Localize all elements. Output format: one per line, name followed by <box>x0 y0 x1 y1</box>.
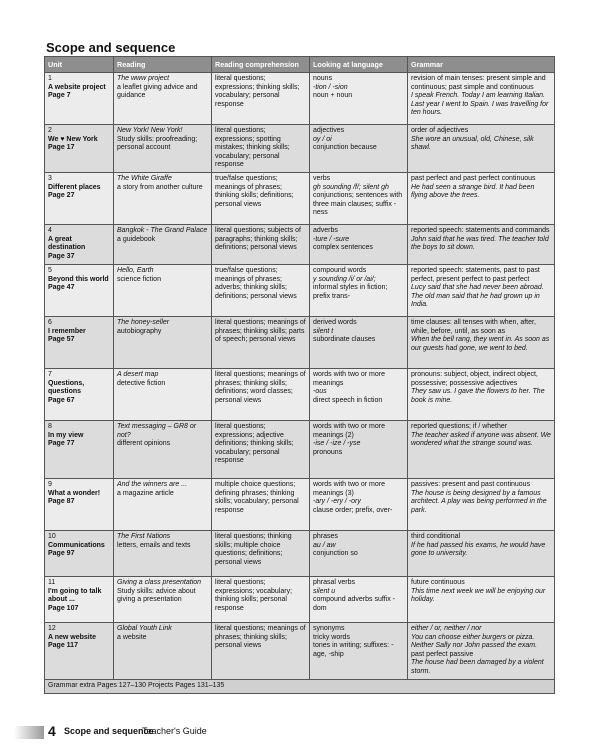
language-cell-text: -tion / -sion <box>313 83 348 91</box>
language-cell <box>310 478 408 530</box>
reading-cell <box>114 368 212 420</box>
unit-cell <box>45 172 114 224</box>
grammar-cell-text: The house had been damaged by a violent storm. <box>411 659 544 675</box>
table-row <box>45 478 555 530</box>
reading-cell-text: The First Nations <box>117 532 171 540</box>
unit-name: What a wonder! <box>48 489 101 497</box>
reading-cell <box>114 264 212 316</box>
unit-page: Page 47 <box>48 284 75 292</box>
reading-cell-text: Study skills: advice about giving a presentation <box>117 587 196 604</box>
language-cell-text: -ture / -sure <box>313 235 350 243</box>
reading-cell-text: Hello, Earth <box>117 266 154 274</box>
unit-number: 7 <box>48 370 52 378</box>
grammar-cell-text: The teacher asked if anyone was absent. We wondered what the strange sound was. <box>411 431 551 448</box>
unit-name: Different places <box>48 183 101 191</box>
grammar-cell <box>408 420 555 478</box>
page-title: Scope and sequence <box>46 40 176 55</box>
table-footer-text: Grammar extra Pages 127–130 Projects Pages 131–135 <box>45 679 555 693</box>
header-language: Looking at language <box>310 57 408 73</box>
unit-cell <box>45 576 114 622</box>
header-grammar: Grammar <box>408 57 555 73</box>
unit-number: 5 <box>48 266 52 274</box>
language-cell-text: phrases <box>313 532 338 540</box>
language-cell <box>310 530 408 576</box>
unit-cell <box>45 622 114 679</box>
reading-cell-text: different opinions <box>117 440 171 448</box>
unit-page: Page 67 <box>48 396 75 404</box>
table-row <box>45 530 555 576</box>
grammar-cell-text: reported questions; if / whether <box>411 422 508 430</box>
table-row <box>45 125 555 173</box>
reading-cell-text: The www project <box>117 75 170 82</box>
grammar-cell <box>408 172 555 224</box>
comprehension-cell <box>212 622 310 679</box>
language-cell <box>310 172 408 224</box>
unit-cell <box>45 125 114 173</box>
footer-guide: Teacher's Guide <box>142 726 207 736</box>
unit-number: 1 <box>48 75 52 82</box>
language-cell-text: compound words <box>313 266 367 274</box>
footer-section: Scope and sequence <box>64 726 154 736</box>
unit-page: Page 97 <box>48 550 75 558</box>
language-cell-text: words with two or more meanings (3) <box>313 480 385 497</box>
table-row <box>45 264 555 316</box>
language-cell-text: subordinate clauses <box>313 336 376 344</box>
grammar-cell-text: She wore an unusual, old, Chinese, silk shawl. <box>411 135 534 152</box>
language-cell-text: tones in writing; suffixes: -age, -ship <box>313 642 394 658</box>
grammar-cell-text: The house is being designed by a famous architect. A play was being performed in the park. <box>411 489 547 514</box>
table-row <box>45 368 555 420</box>
comprehension-cell <box>212 576 310 622</box>
unit-name: A great destination <box>48 235 86 252</box>
language-cell <box>310 368 408 420</box>
grammar-cell-text: Lucy said that she had never been abroad. The old man said that he had grown up in India. <box>411 284 544 309</box>
grammar-cell-text: I speak French. Today I am learning Italian. Last year I went to Spain. I was travelling for ten hours. <box>411 92 549 117</box>
comprehension-text: literal questions; thinking skills; multiple choice questions; definitions; personal views <box>215 532 292 566</box>
reading-cell <box>114 478 212 530</box>
unit-name: A new website <box>48 633 96 641</box>
table-row <box>45 224 555 264</box>
comprehension-cell <box>212 530 310 576</box>
unit-name: A website project <box>48 83 106 91</box>
unit-number: 11 <box>48 578 56 586</box>
unit-page: Page 117 <box>48 642 78 650</box>
language-cell <box>310 73 408 125</box>
comprehension-cell <box>212 172 310 224</box>
grammar-cell-text: pronouns: subject, object, indirect object, possessive; possessive adjectives <box>411 370 538 387</box>
reading-cell-text: Text messaging – GR8 or not? <box>117 422 197 439</box>
grammar-cell <box>408 530 555 576</box>
comprehension-text: literal questions; meanings of phrases; thinking skills; definitions; word classes; personal views <box>215 370 306 404</box>
page-number: 4 <box>48 723 56 739</box>
language-cell-text: au / aw <box>313 541 336 549</box>
language-cell-text: synonyms <box>313 624 345 632</box>
language-cell-text: -ary / -ery / -ory <box>313 498 361 506</box>
reading-cell <box>114 622 212 679</box>
language-cell <box>310 264 408 316</box>
table-row <box>45 420 555 478</box>
grammar-cell <box>408 576 555 622</box>
header-unit: Unit <box>45 57 114 73</box>
language-cell-text: -ise / -ize / -yse <box>313 440 361 448</box>
reading-cell-text: Giving a class presentation <box>117 578 202 586</box>
unit-number: 3 <box>48 174 52 182</box>
unit-page: Page 27 <box>48 192 75 200</box>
unit-cell <box>45 368 114 420</box>
unit-page: Page 87 <box>48 498 75 506</box>
language-cell-text: silent t <box>313 327 334 335</box>
reading-cell <box>114 224 212 264</box>
language-cell-text: conjunction because <box>313 144 377 152</box>
reading-cell-text: a leaflet giving advice and guidance <box>117 83 198 100</box>
unit-name: Questions, questions <box>48 379 85 396</box>
header-reading: Reading <box>114 57 212 73</box>
grammar-cell <box>408 316 555 368</box>
grammar-cell-text: either / or, neither / nor <box>411 624 482 632</box>
reading-cell-text: A desert map <box>117 370 159 378</box>
reading-cell <box>114 576 212 622</box>
language-cell-text: adjectives <box>313 127 345 134</box>
language-cell-text: noun + noun <box>313 92 353 100</box>
unit-name: In my view <box>48 431 84 439</box>
comprehension-cell <box>212 73 310 125</box>
grammar-cell-text: order of adjectives <box>411 127 469 134</box>
language-cell-text: clause order; prefix, over- <box>313 506 393 514</box>
page-footer <box>0 722 600 742</box>
comprehension-cell <box>212 368 310 420</box>
table-row <box>45 576 555 622</box>
comprehension-text: true/false questions; meanings of phrases; thinking skills; definitions; personal views <box>215 174 294 208</box>
header-row <box>45 57 555 73</box>
reading-cell-text: New York! New York! <box>117 127 183 134</box>
reading-cell-text: Bangkok - The Grand Palace <box>117 226 208 234</box>
language-cell-text: pronouns <box>313 448 343 456</box>
comprehension-text: literal questions; meanings of phrases; thinking skills; parts of speech; personal views <box>215 318 306 344</box>
unit-name: I'm going to talk about ... <box>48 587 102 604</box>
unit-name: Communications <box>48 541 105 549</box>
language-cell <box>310 420 408 478</box>
language-cell <box>310 622 408 679</box>
comprehension-text: literal questions; expressions; thinking skills; vocabulary; personal response <box>215 75 300 108</box>
reading-cell-text: The honey-seller <box>117 318 170 326</box>
unit-page: Page 7 <box>48 92 71 100</box>
grammar-cell-text: This time next week we will be enjoying our holiday. <box>411 587 546 604</box>
unit-page: Page 77 <box>48 440 75 448</box>
table-row <box>45 622 555 679</box>
grammar-cell-text: reported speech: statements and commands <box>411 226 550 234</box>
grammar-cell <box>408 125 555 173</box>
reading-cell-text: autobiography <box>117 327 162 335</box>
reading-cell-text: letters, emails and texts <box>117 541 191 549</box>
grammar-cell-text: passives: present and past continuous <box>411 480 531 488</box>
grammar-cell-text: past perfect and past perfect continuous <box>411 174 536 182</box>
grammar-cell <box>408 224 555 264</box>
reading-cell-text: And the winners are ... <box>117 480 188 488</box>
language-cell-text: verbs <box>313 174 331 182</box>
unit-name: We ♥ New York <box>48 135 98 143</box>
grammar-cell <box>408 478 555 530</box>
comprehension-cell <box>212 420 310 478</box>
comprehension-cell <box>212 264 310 316</box>
unit-cell <box>45 530 114 576</box>
table-footer-row <box>45 679 555 693</box>
grammar-cell-text: If he had passed his exams, he would have gone to university. <box>411 541 546 558</box>
grammar-cell <box>408 264 555 316</box>
unit-number: 10 <box>48 532 56 540</box>
unit-page: Page 107 <box>48 604 79 612</box>
grammar-cell-text: third conditional <box>411 532 461 540</box>
grammar-cell-text: They saw us. I gave the flowers to her. The book is mine. <box>411 388 545 404</box>
reading-cell-text: a website <box>117 633 147 641</box>
language-cell <box>310 576 408 622</box>
unit-number: 8 <box>48 422 52 430</box>
reading-cell <box>114 73 212 125</box>
reading-cell <box>114 420 212 478</box>
language-cell-text: y sounding /i/ or /ai/; <box>313 275 376 283</box>
language-cell-text: oy / oi <box>313 135 332 143</box>
scope-table <box>44 56 555 694</box>
language-cell-text: -ous <box>313 388 327 396</box>
table-row <box>45 172 555 224</box>
unit-number: 6 <box>48 318 52 326</box>
comprehension-text: literal questions; expressions; adjective definitions; thinking skills; vocabulary; personal response <box>215 422 294 465</box>
grammar-cell-text: future continuous <box>411 578 465 586</box>
reading-cell-text: detective fiction <box>117 379 166 387</box>
comprehension-text: literal questions; expressions; vocabulary; thinking skills; personal response <box>215 578 293 612</box>
grammar-cell-text: When the bell rang, they went in. As soon as our guests had gone, we went to bed. <box>411 336 550 352</box>
unit-cell <box>45 73 114 125</box>
comprehension-text: literal questions; subjects of paragraphs; thinking skills; definitions; personal views <box>215 226 301 252</box>
table-row <box>45 316 555 368</box>
comprehension-cell <box>212 316 310 368</box>
language-cell <box>310 224 408 264</box>
unit-page: Page 37 <box>48 252 75 260</box>
reading-cell <box>114 172 212 224</box>
comprehension-cell <box>212 125 310 173</box>
unit-name: I remember <box>48 327 86 335</box>
language-cell-text: tricky words <box>313 633 350 641</box>
grammar-cell <box>408 622 555 679</box>
language-cell-text: silent u <box>313 587 336 595</box>
language-cell-text: phrasal verbs <box>313 578 356 586</box>
comprehension-text: literal questions; meanings of phrases; thinking skills; personal views <box>215 624 306 650</box>
reading-cell-text: Study skills: proofreading; personal account <box>117 135 198 152</box>
unit-cell <box>45 264 114 316</box>
grammar-cell-text: past perfect passive <box>411 650 474 658</box>
language-cell-text: conjunctions; sentences with three main clauses; suffix -ness <box>313 192 403 217</box>
language-cell-text: conjunction so <box>313 550 358 558</box>
reading-cell-text: Global Youth Link <box>117 624 172 632</box>
language-cell <box>310 125 408 173</box>
unit-number: 4 <box>48 226 52 234</box>
grammar-cell-text: time clauses: all tenses with when, after, while, before, until, as soon as <box>411 318 536 335</box>
grammar-cell-text: reported speech: statements, past to past perfect, present perfect to past perfect <box>411 266 540 283</box>
grammar-cell <box>408 73 555 125</box>
language-cell-text: complex sentences <box>313 244 373 252</box>
unit-page: Page 57 <box>48 336 75 344</box>
language-cell-text: words with two or more meanings <box>313 370 385 387</box>
comprehension-text: literal questions; expressions; spotting mistakes; thinking skills; vocabulary; personal response <box>215 127 290 169</box>
reading-cell <box>114 316 212 368</box>
language-cell-text: informal styles in fiction; prefix trans- <box>313 284 388 300</box>
reading-cell-text: a magazine article <box>117 489 174 497</box>
language-cell-text: compound adverbs suffix -dom <box>313 596 395 612</box>
grammar-cell-text: You can choose either burgers or pizza. Neither Sally nor John passed the exam. <box>411 633 538 650</box>
reading-cell <box>114 530 212 576</box>
unit-number: 9 <box>48 480 52 488</box>
grammar-cell-text: He had seen a strange bird. It had been flying above the trees. <box>411 183 535 200</box>
unit-cell <box>45 224 114 264</box>
unit-cell <box>45 420 114 478</box>
language-cell-text: gh sounding /f/; silent gh <box>313 183 389 191</box>
comprehension-cell <box>212 478 310 530</box>
language-cell-text: nouns <box>313 75 333 82</box>
unit-cell <box>45 316 114 368</box>
unit-number: 12 <box>48 624 56 632</box>
reading-cell-text: a guidebook <box>117 235 156 243</box>
comprehension-cell <box>212 224 310 264</box>
reading-cell-text: a story from another culture <box>117 183 203 191</box>
language-cell-text: words with two or more meanings (2) <box>313 422 385 439</box>
grammar-cell-text: revision of main tenses: present simple and continuous; past simple and continuous <box>411 75 546 91</box>
language-cell-text: adverbs <box>313 226 338 234</box>
table-row <box>45 73 555 125</box>
language-cell-text: derived words <box>313 318 357 326</box>
reading-cell-text: science fiction <box>117 275 161 283</box>
reading-cell <box>114 125 212 173</box>
unit-cell <box>45 478 114 530</box>
grammar-cell <box>408 368 555 420</box>
comprehension-text: multiple choice questions; defining phrases; thinking skills; vocabulary; personal response <box>215 480 299 514</box>
comprehension-text: true/false questions; meanings of phrases; adverbs; thinking skills; definitions; personal views <box>215 266 297 300</box>
language-cell-text: direct speech in fiction <box>313 396 383 404</box>
unit-page: Page 17 <box>48 144 75 152</box>
unit-number: 2 <box>48 127 52 134</box>
grammar-cell-text: John said that he was tired. The teacher told the boys to sit down. <box>411 235 549 252</box>
header-comprehension: Reading comprehension <box>212 57 310 73</box>
unit-name: Beyond this world <box>48 275 109 283</box>
footer-gradient-bar <box>14 726 44 739</box>
language-cell <box>310 316 408 368</box>
reading-cell-text: The White Giraffe <box>117 174 172 182</box>
